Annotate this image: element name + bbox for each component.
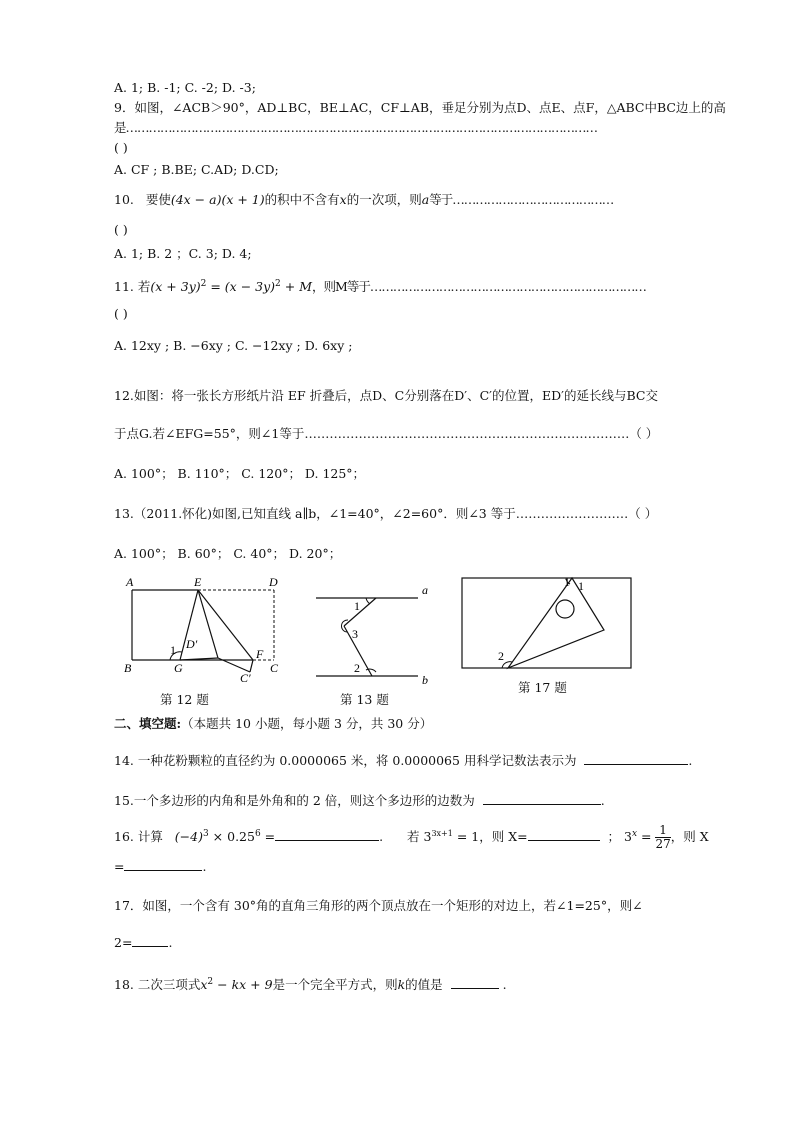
q14-answer-blank[interactable]	[584, 752, 688, 765]
fig12-label-c: C	[270, 661, 279, 675]
fig13-angle-2-arc	[366, 669, 376, 672]
q17-answer-blank[interactable]	[132, 934, 168, 947]
q16-x2-blank[interactable]	[124, 858, 202, 871]
figure-17	[458, 574, 638, 670]
fig12-label-f: F	[256, 647, 264, 661]
q9-answer-paren: ( )	[114, 140, 128, 155]
fig12-label-g: G	[174, 661, 183, 675]
fig13-label-a: a	[422, 583, 428, 597]
fig17-hole	[556, 600, 574, 618]
fig17-label-1a: 1	[564, 575, 570, 589]
q10-stem: 10. 要使(4x − a)(x + 1)的积中不含有x的一次项，则a等于……………………………………	[114, 192, 614, 207]
q16-cont: = .	[114, 859, 207, 874]
fig13-angle-1-arc	[366, 598, 370, 604]
fig12-label-d: D	[269, 575, 278, 589]
fig12-label-d-prime: D′	[186, 637, 198, 651]
q13-line1: 13.（2011.怀化)如图,已知直线 a∥b，∠1=40°，∠2=60°．则∠3 等于………………………（ ）	[114, 506, 658, 521]
q15-answer-blank[interactable]	[483, 792, 601, 805]
q14: 14. 一种花粉颗粒的直径约为 0.0000065 米，将 0.0000065 用科学记数法表示为 .	[114, 753, 693, 768]
fig17-label-2: 2	[498, 649, 504, 663]
fig17-label-1b: 1	[578, 579, 584, 593]
fig17-triangle	[508, 578, 604, 668]
fig12-label-c-prime: C′	[240, 671, 251, 682]
fig12-label-a: A	[126, 575, 134, 589]
fig13-label-2: 2	[354, 661, 360, 675]
fig12-caption: 第 12 题	[160, 692, 209, 707]
q16-x1-blank[interactable]	[528, 828, 600, 841]
fig13-label-b: b	[422, 673, 428, 686]
q16: 16. 计算 $(-4)^3 \times 0.25^6$ = . 若 $3^{3x+1} = 1$，则 X= ； $3^x$ = $\frac{1}{27}$ ，则 X	[114, 823, 709, 852]
q16-compute-blank[interactable]	[275, 828, 379, 841]
fig12-label-e: E	[194, 575, 202, 589]
fig17-caption: 第 17 题	[518, 680, 567, 695]
section-2-header	[114, 716, 432, 732]
q9-continuation: 是……………………………………………………………………………………………………………	[114, 120, 598, 135]
q12-options: A. 100°； B. 110°； C. 120°； D. 125°；	[114, 466, 366, 481]
q11-options: A. 12xy ; B. −6xy ; C. −12xy ; D. 6xy ;	[114, 338, 353, 353]
fig13-segment-upper	[344, 598, 376, 626]
q10-answer-paren: ( )	[114, 222, 128, 237]
q12-line2: 于点G.若∠EFG=55°，则∠1等于……………………………………………………………………（ ）	[114, 426, 659, 441]
q13-options: A. 100°； B. 60°； C. 40°； D. 20°；	[114, 546, 342, 561]
figure-12	[118, 572, 288, 682]
q8-options: A. 1; B. -1; C. -2; D. -3;	[114, 80, 256, 95]
fig13-label-3: 3	[352, 627, 358, 641]
fraction-1-27: $\frac{1}{27}$	[655, 823, 671, 852]
q18: 18. 二次三项式$x^2$ − kx + 9是一个完全平方式，则k的值是 .	[114, 977, 507, 993]
fig17-rectangle	[462, 578, 631, 668]
q17-line2: 2= .	[114, 935, 173, 950]
q9-options: A. CF ; B.BE; C.AD; D.CD;	[114, 162, 279, 177]
fig13-label-1: 1	[354, 599, 360, 613]
figure-13	[310, 580, 440, 686]
q9-stem: 9．如图，∠ACB＞90°，AD⊥BC，BE⊥AC，CF⊥AB，垂足分别为点D、点E、点F，△ABC中BC边上的高	[114, 100, 726, 115]
q18-answer-blank[interactable]	[451, 976, 499, 989]
q17-line1: 17．如图，一个含有 30°角的直角三角形的两个顶点放在一个矩形的对边上，若∠1=25°，则∠	[114, 898, 643, 913]
fig12-ed-prime	[198, 590, 218, 658]
fig12-fold-ef	[198, 590, 253, 660]
section-2-title: 二、填空题:	[114, 716, 182, 731]
fig12-label-b: B	[124, 661, 132, 675]
q11-answer-paren: ( )	[114, 306, 128, 321]
q12-line1: 12.如图：将一张长方形纸片沿 EF 折叠后，点D、C分别落在D′、C′的位置，ED′的延长线与BC交	[114, 388, 658, 403]
fig12-label-1: 1	[170, 643, 176, 657]
q10-options: A. 1; B. 2 ；C. 3; D. 4;	[114, 246, 252, 261]
q15: 15.一个多边形的内角和是外角和的 2 倍，则这个多边形的边数为 .	[114, 793, 605, 808]
fig13-caption: 第 13 题	[340, 692, 389, 707]
section-2-note: （本题共 10 小题，每小题 3 分，共 30 分）	[181, 716, 433, 731]
q11-stem: 11. 若$(x + 3y)^2 = (x - 3y)^2 + M$，则M等于………………………………………………………………	[114, 279, 646, 295]
